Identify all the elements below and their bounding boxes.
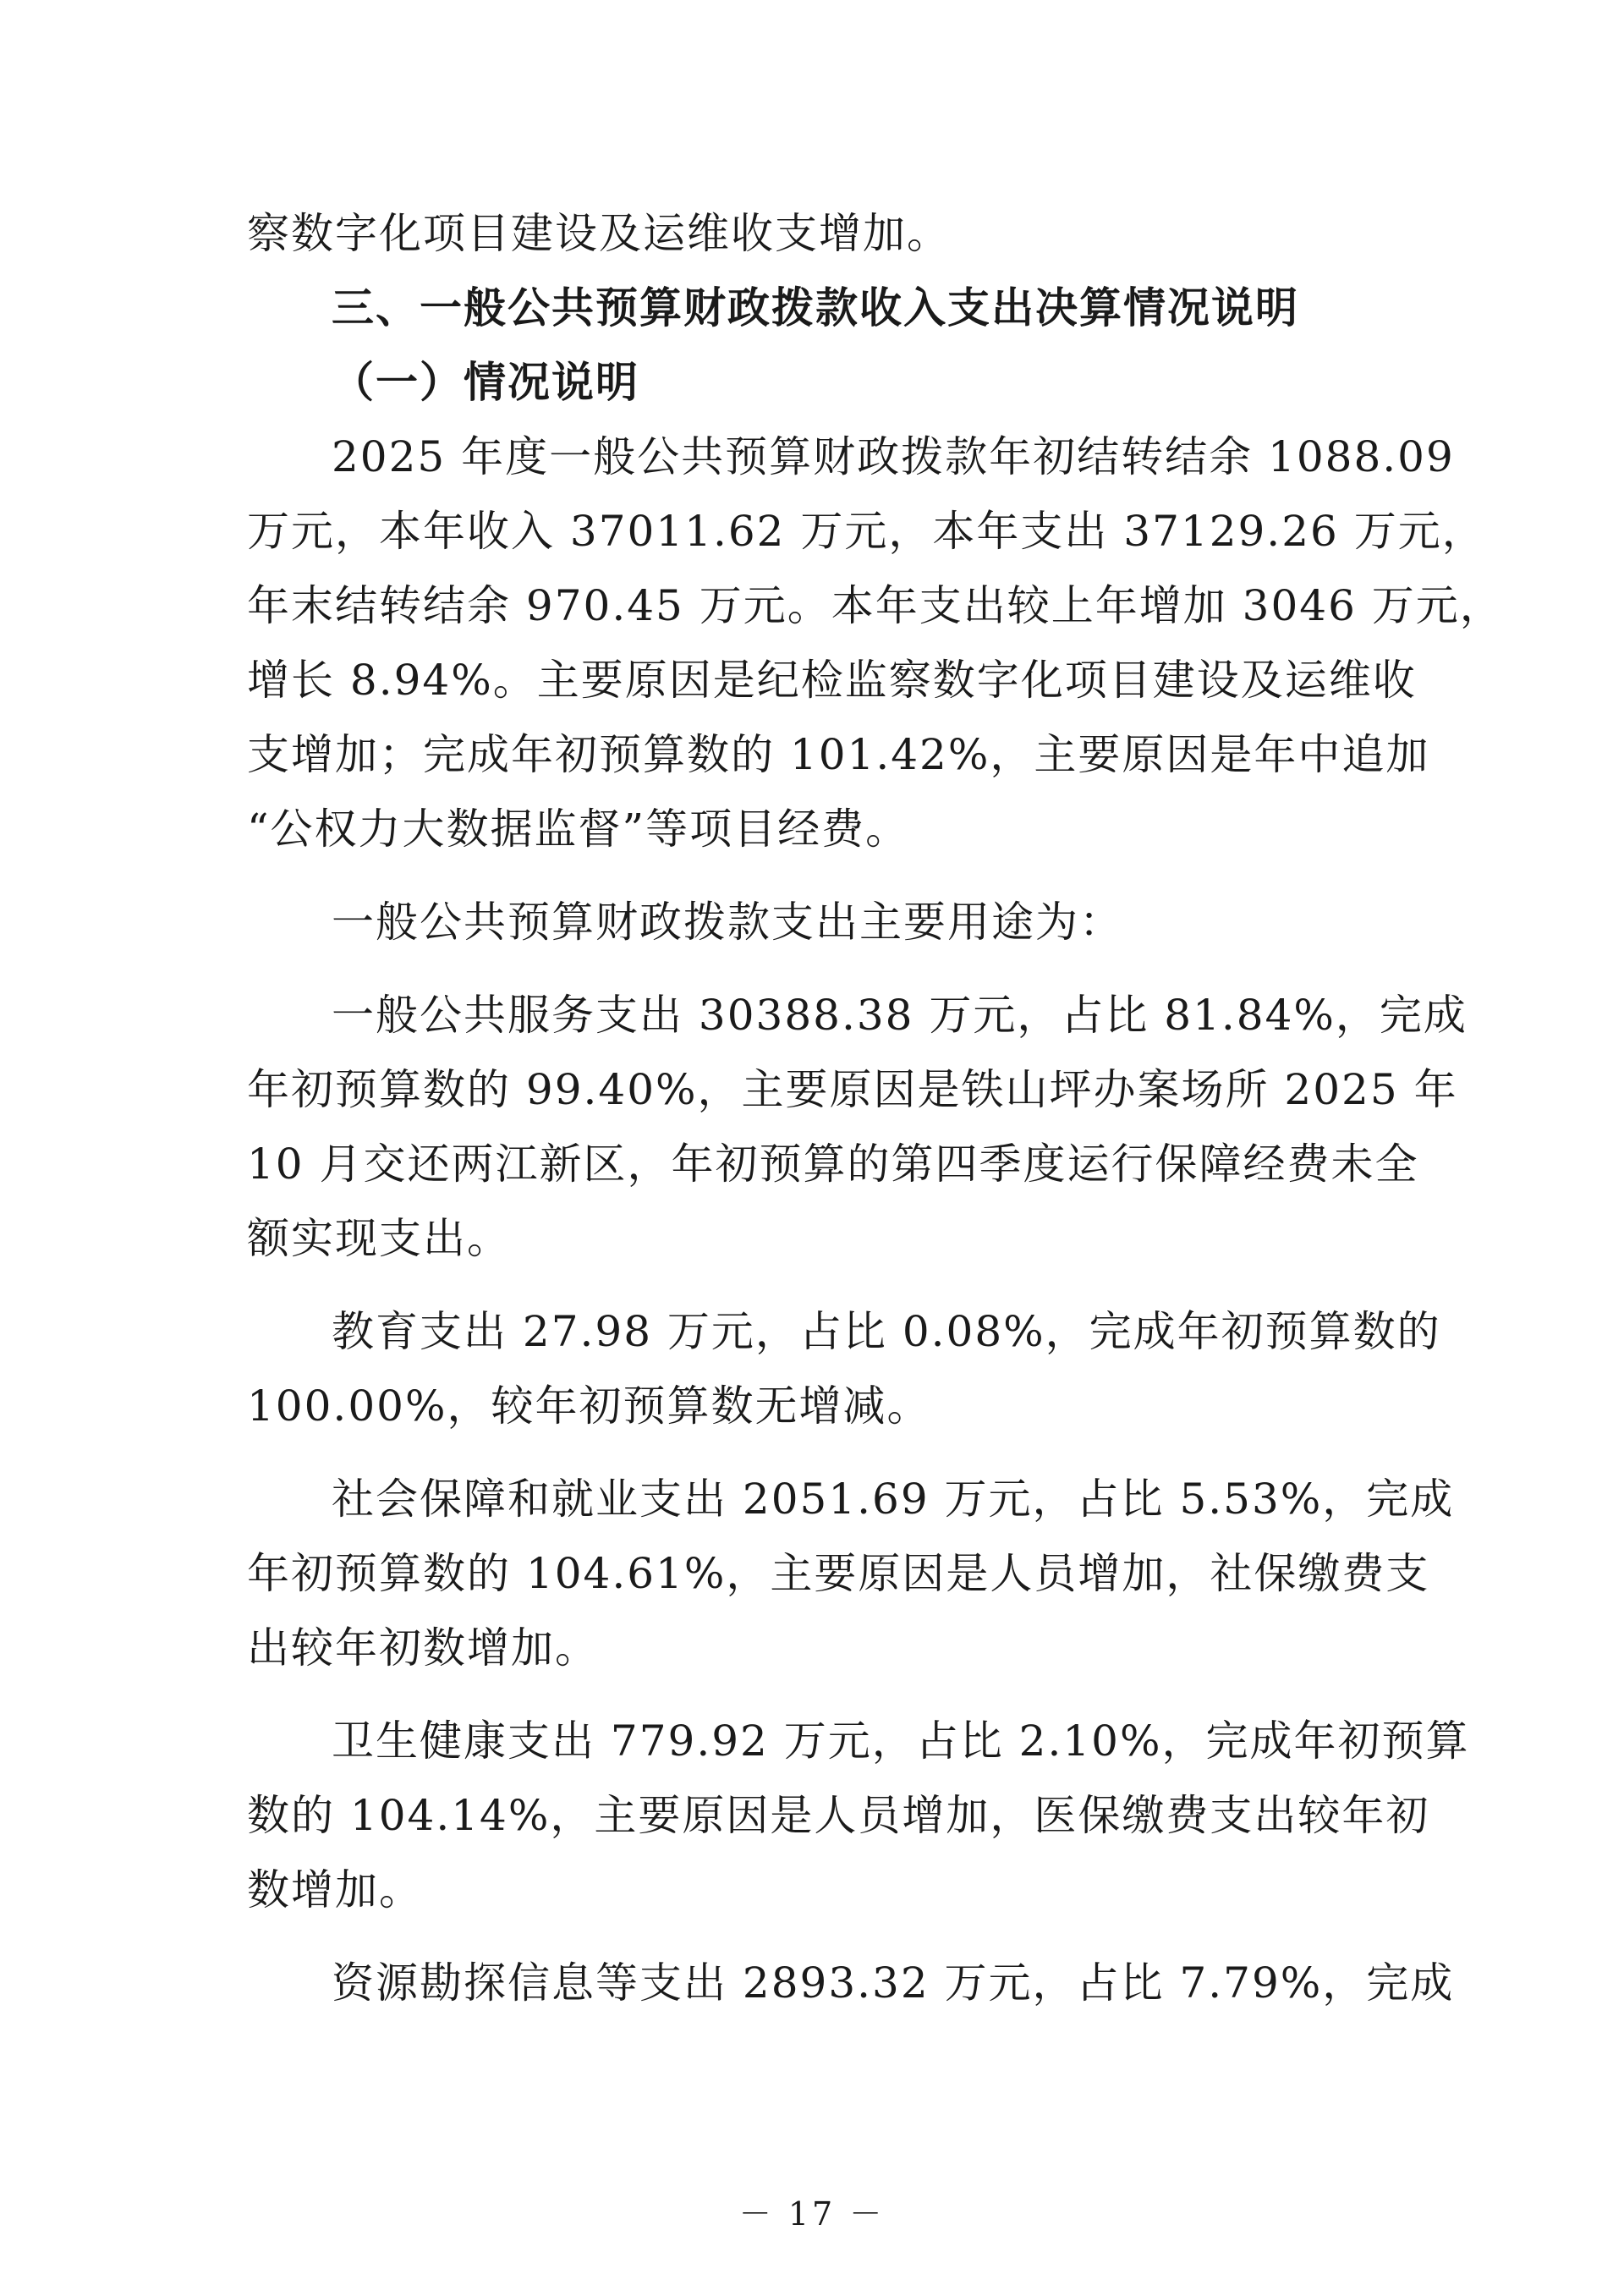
paragraph-gap: [247, 866, 1377, 885]
paragraph-gap: [247, 1443, 1377, 1462]
paragraph-line: 教育支出 27.98 万元，占比 0.08%，完成年初预算数的: [332, 1307, 1441, 1356]
paragraph-line: 万元，本年收入 37011.62 万元，本年支出 37129.26 万元，: [247, 507, 1486, 556]
paragraph-line: 察数字化项目建设及运维收支增加。: [247, 209, 951, 258]
paragraph-line: “公权力大数据监督”等项目经费。: [247, 805, 910, 854]
paragraph-gap: [247, 959, 1377, 978]
paragraph-line: 10 月交还两江新区，年初预算的第四季度运行保障经费未全: [247, 1140, 1419, 1189]
paragraph-gap: [247, 1276, 1377, 1294]
paragraph-line: 数增加。: [247, 1865, 423, 1914]
page-number: － 17 －: [738, 2195, 886, 2233]
paragraph-gap: [247, 1927, 1377, 1946]
paragraph-gap: [247, 1685, 1377, 1704]
paragraph-line: 社会保障和就业支出 2051.69 万元，占比 5.53%，完成: [332, 1475, 1455, 1524]
paragraph-line: 一般公共预算财政拨款支出主要用途为：: [332, 898, 1123, 947]
paragraph-line: 增长 8.94%。主要原因是纪检监察数字化项目建设及运维收: [247, 656, 1417, 705]
paragraph-line: 一般公共服务支出 30388.38 万元，占比 81.84%，完成: [332, 991, 1468, 1040]
paragraph-line: 出较年初数增加。: [247, 1623, 599, 1673]
paragraph-line: 年初预算数的 99.40%，主要原因是铁山坪办案场所 2025 年: [247, 1065, 1458, 1114]
paragraph-line: 支增加；完成年初预算数的 101.42%，主要原因是年中追加: [247, 730, 1430, 779]
paragraph-line: 数的 104.14%，主要原因是人员增加，医保缴费支出较年初: [247, 1791, 1430, 1840]
paragraph-line: 2025 年度一般公共预算财政拨款年初结转结余 1088.09: [332, 432, 1455, 481]
document-body: [247, 196, 1504, 2020]
section-heading: 三、一般公共预算财政拨款收入支出决算情况说明: [332, 283, 1299, 332]
paragraph-line: 100.00%，较年初预算数无增减。: [247, 1381, 931, 1431]
paragraph-line: 年初预算数的 104.61%，主要原因是人员增加，社保缴费支: [247, 1549, 1430, 1598]
paragraph-line: 卫生健康支出 779.92 万元，占比 2.10%，完成年初预算: [332, 1717, 1470, 1766]
paragraph-line: 资源勘探信息等支出 2893.32 万元，占比 7.79%，完成: [332, 1958, 1455, 2008]
paragraph-line: 额实现支出。: [247, 1214, 511, 1263]
paragraph-line: 年末结转结余 970.45 万元。本年支出较上年增加 3046 万元，: [247, 581, 1504, 630]
subsection-heading: （一）情况说明: [332, 357, 639, 407]
